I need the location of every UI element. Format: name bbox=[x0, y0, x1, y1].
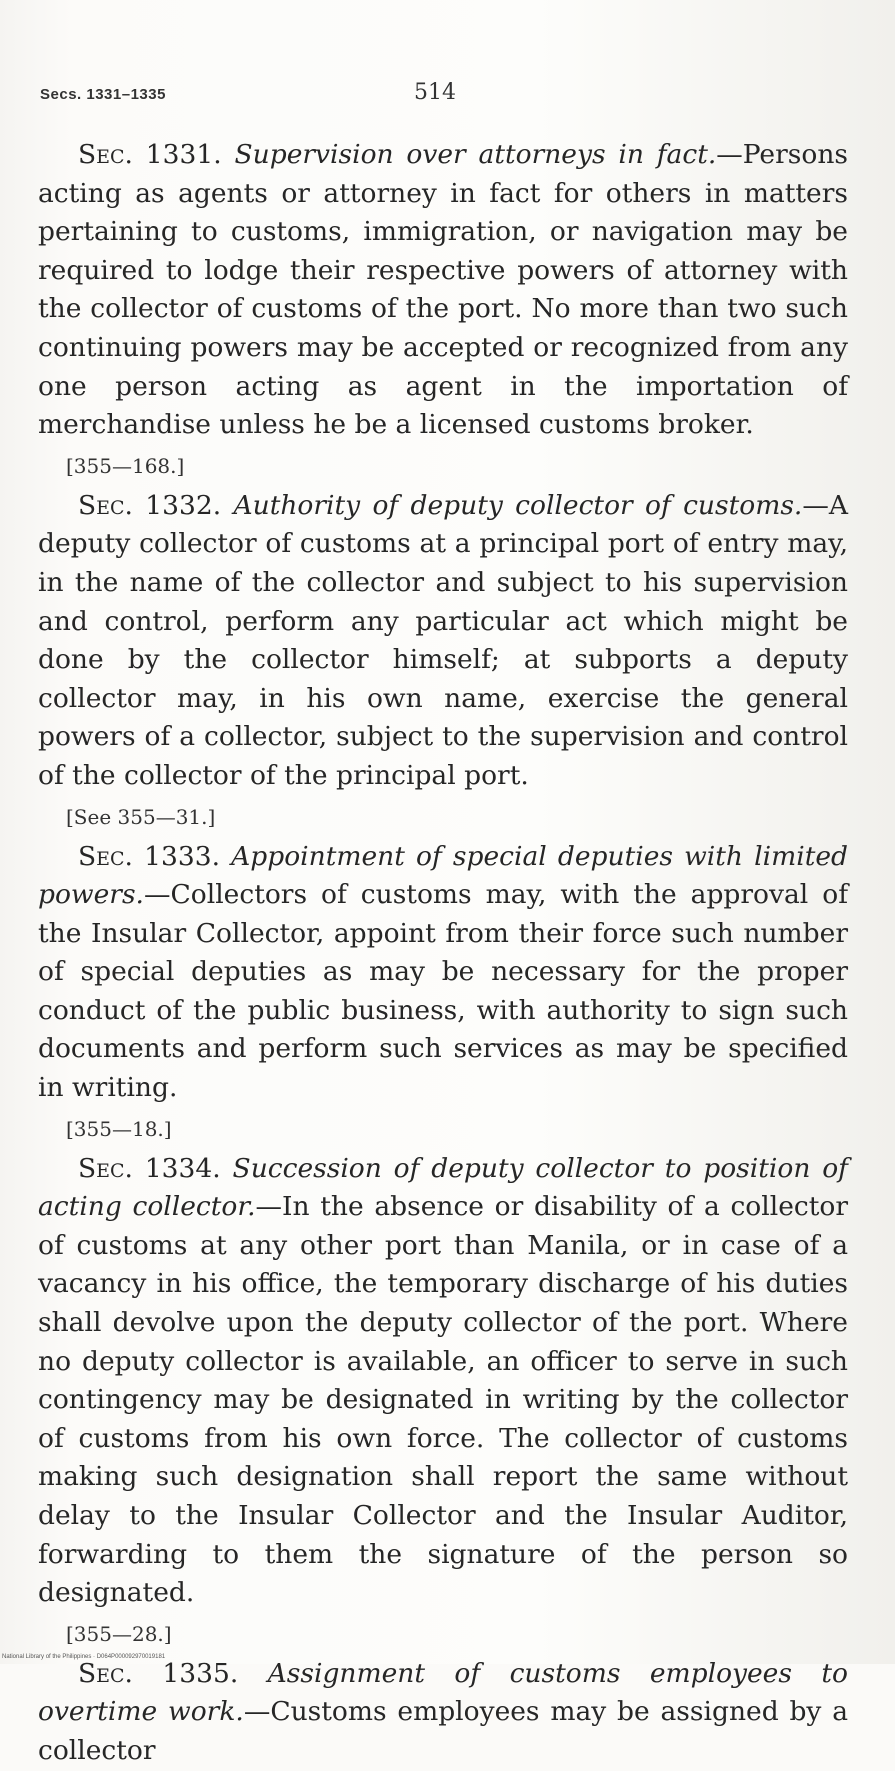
section-title: Succession of deputy collector to position of acting collector. bbox=[38, 1152, 848, 1223]
section-title: Appointment of special deputies with limited powers. bbox=[38, 840, 848, 911]
section-lead: Sec. 1334. bbox=[78, 1152, 221, 1184]
scan-footer: National Library of the Philippines · D064P000092970019181 bbox=[2, 1654, 166, 1660]
sections-range: Secs. 1331–1335 bbox=[40, 86, 166, 103]
section-lead: Sec. 1331. bbox=[78, 139, 222, 170]
section-1335 bbox=[38, 1655, 848, 1771]
section-paragraph bbox=[38, 1150, 848, 1613]
section-1334 bbox=[38, 1150, 848, 1649]
section-lead: Sec. 1335. bbox=[78, 1657, 239, 1689]
section-title: Authority of deputy collector of customs. bbox=[233, 489, 803, 521]
section-1331 bbox=[38, 136, 848, 481]
section-text: —Persons acting as agents or attorney in fact for others in matters pertaining to customs, immigration, or navigation may be required to lodge their respective powers of attorney with the collector of customs of the port. No more than two such continuing powers may be accepted or recognized from any one person acting as agent in the importation of merchandise unless he be a licensed customs broker. bbox=[38, 139, 848, 441]
section-text: —A deputy collector of customs at a principal port of entry may, in the name of the collector and subject to his supervision and control, perform any particular act which might be done by the collector himself; at subports a deputy collector may, in his own name, exercise the general powers of a collector, subject to the supervision and control of the collector of the principal port. bbox=[38, 489, 848, 791]
section-paragraph bbox=[38, 487, 848, 796]
section-1333 bbox=[38, 838, 848, 1144]
section-citation: [355—18.] bbox=[66, 1116, 172, 1141]
section-paragraph bbox=[38, 136, 848, 445]
section-text: —Customs employees may be assigned by a collector bbox=[38, 1696, 848, 1766]
page-header bbox=[40, 80, 860, 110]
section-lead: Sec. 1333. bbox=[78, 840, 220, 872]
section-title: Assignment of customs employees to overtime work. bbox=[38, 1657, 848, 1728]
section-title: Supervision over attorneys in fact. bbox=[234, 139, 717, 170]
section-paragraph bbox=[38, 838, 848, 1108]
page-number: 514 bbox=[414, 80, 456, 105]
section-text: —In the absence or disability of a collector of customs at any other port than Manila, or in case of a vacancy in his office, the temporary discharge of his duties shall devolve upon the deputy collector of the port. Where no deputy collector is available, an officer to serve in such contingency may be designated in writing by the collector of customs from his own force. The collector of customs making such designation shall report the same without delay to the Insular Collector and the Insular Auditor, forwarding to them the signature of the person so designated. bbox=[38, 1191, 849, 1609]
section-citation: [355—28.] bbox=[66, 1621, 172, 1646]
section-1332 bbox=[38, 487, 848, 832]
document-body bbox=[38, 136, 848, 1771]
section-citation: [355—168.] bbox=[66, 453, 185, 478]
section-text: —Collectors of customs may, with the approval of the Insular Collector, appoint from their force such number of special deputies as may be necessary for the proper conduct of the public business, with authority to sign such documents and perform such services as may be specified in writing. bbox=[38, 879, 848, 1104]
section-paragraph bbox=[38, 1655, 848, 1771]
section-citation: [See 355—31.] bbox=[66, 804, 216, 829]
section-lead: Sec. 1332. bbox=[78, 489, 222, 521]
